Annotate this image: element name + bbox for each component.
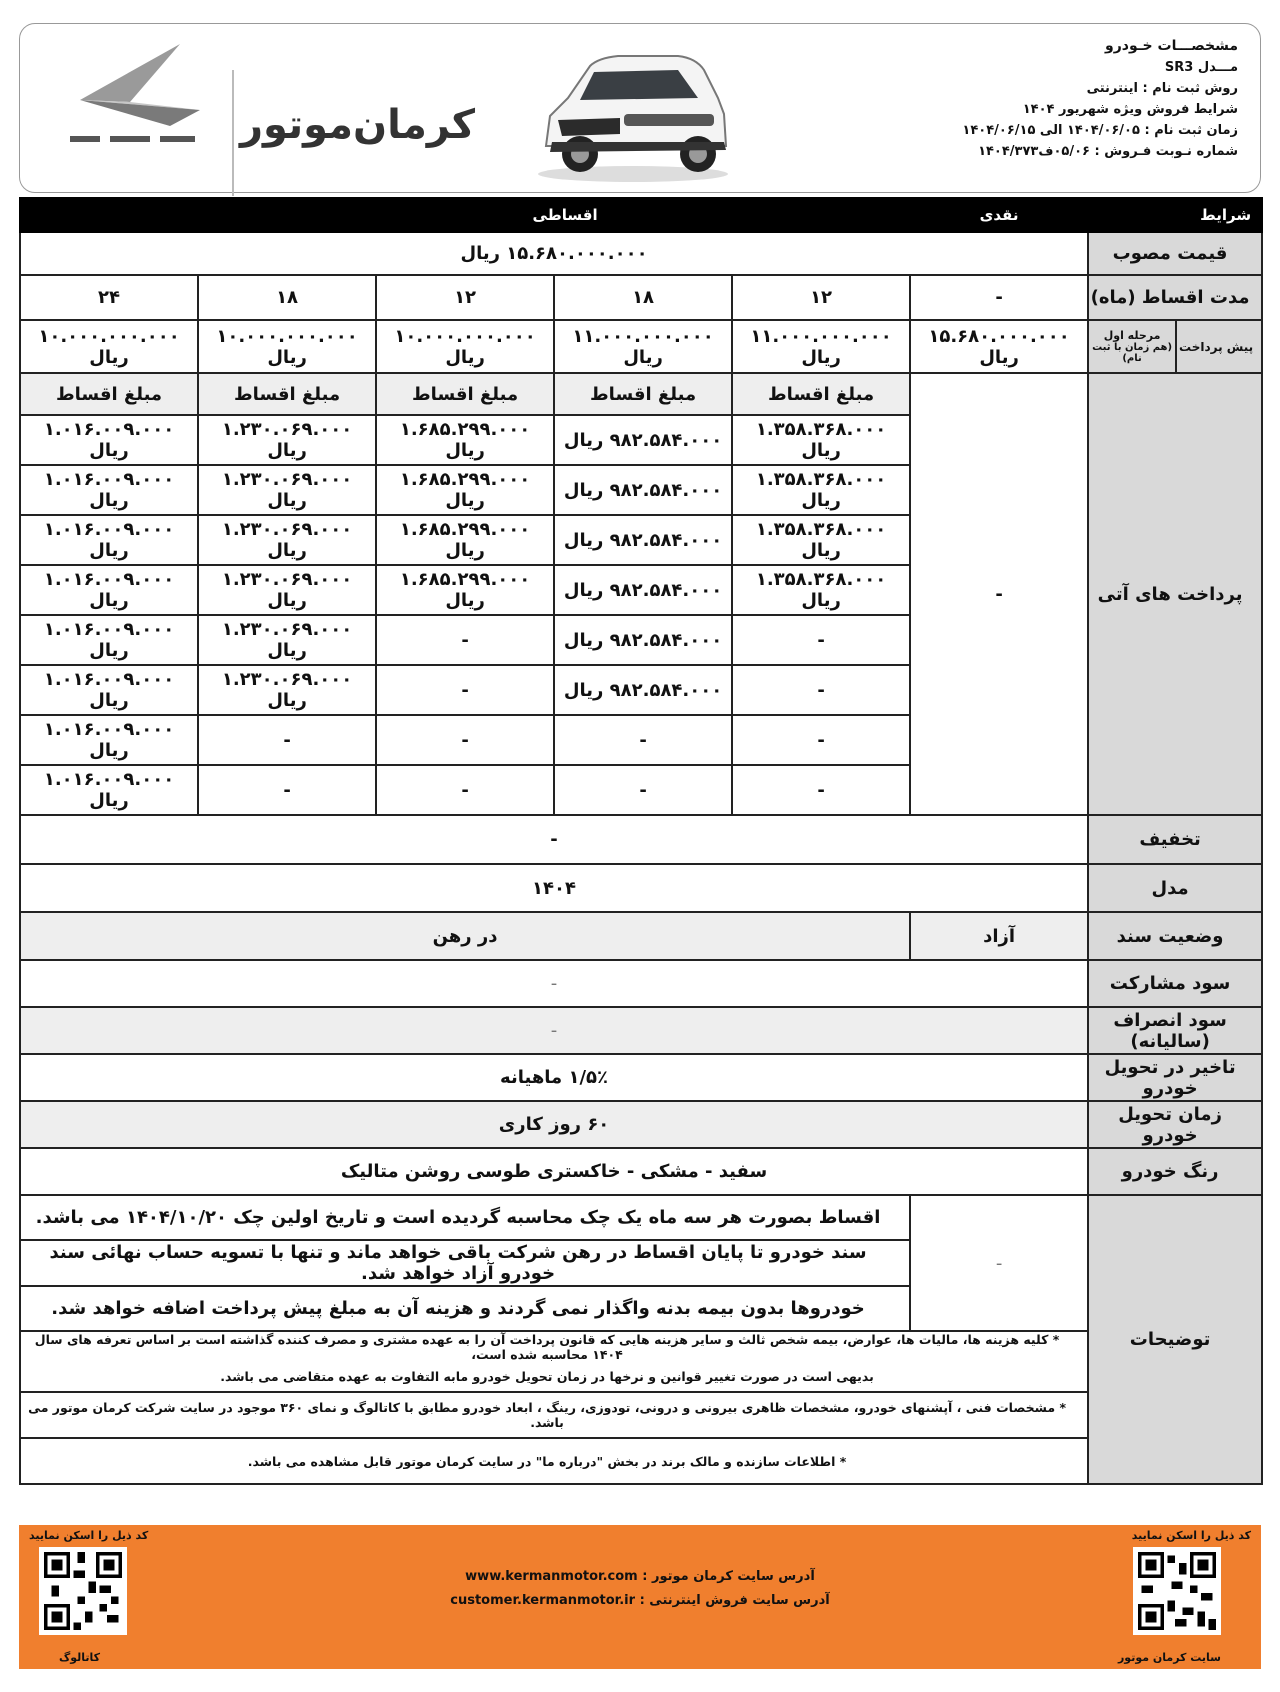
installment-cell: ۱.۰۱۶.۰۰۹.۰۰۰ ریال (20, 665, 198, 715)
color-row (20, 1148, 1262, 1195)
partnership-value: - (20, 960, 1088, 1007)
installment-cell: ۱.۳۵۸.۳۶۸.۰۰۰ ریال (732, 465, 910, 515)
prepayment-cell: ۱۰.۰۰۰.۰۰۰.۰۰۰ ریال (376, 320, 554, 373)
prepayment-cell: ۱۱.۰۰۰.۰۰۰.۰۰۰ ریال (554, 320, 732, 373)
installment-cell: - (554, 715, 732, 765)
cancellation-value: - (20, 1007, 1088, 1054)
notes-row (20, 1392, 1262, 1438)
installment-header-row (20, 373, 1262, 415)
note-item: اقساط بصورت هر سه ماه یک چک محاسبه گردیده است و تاریخ اولین چک ۱۴۰۴/۱۰/۲۰ می باشد. (20, 1195, 910, 1240)
installment-cell: ۹۸۲.۵۸۴.۰۰۰ ریال (554, 615, 732, 665)
partnership-label: سود مشارکت (1088, 960, 1262, 1007)
document-cash: آزاد (910, 912, 1088, 960)
installment-cell: ۱.۲۳۰.۰۶۹.۰۰۰ ریال (198, 665, 376, 715)
installment-cell: ۹۸۲.۵۸۴.۰۰۰ ریال (554, 415, 732, 465)
delay-label: تاخیر در تحویل خودرو (1088, 1054, 1262, 1101)
header-model: مـــدل SR3 (1164, 60, 1238, 75)
installment-cell: ۱.۰۱۶.۰۰۹.۰۰۰ ریال (20, 615, 198, 665)
installment-cell: - (376, 615, 554, 665)
installment-cell: - (198, 765, 376, 815)
installment-cell: - (376, 765, 554, 815)
prepayment-label: پیش پرداخت (1176, 320, 1262, 373)
prepayment-cell: ۱۵.۶۸۰.۰۰۰.۰۰۰ ریال (910, 320, 1088, 373)
general-note: * مشخصات فنی ، آپشنهای خودرو، مشخصات ظاهری بیرونی و درونی، تودوزی، رینگ ، ابعاد خودرو مطابق با کاتالوگ و نمای ۳۶۰ موجود در سایت شرکت کرمان موتور می باشد. (20, 1392, 1088, 1438)
note-item: سند خودرو تا پایان اقساط در رهن شرکت باقی خواهد ماند و تنها با تسویه حساب نهائی سند خودرو آزاد خواهد شد. (20, 1240, 910, 1286)
installment-cell: - (732, 615, 910, 665)
installment-header: مبلغ اقساط (732, 373, 910, 415)
duration-cell: ۲۴ (20, 275, 198, 320)
duration-cell: ۱۸ (554, 275, 732, 320)
table-head-row (20, 198, 1262, 232)
head-installment: اقساطی (20, 198, 910, 232)
header-info (962, 36, 1238, 162)
future-payments-label: پرداخت های آتی (1088, 373, 1262, 815)
color-label: رنگ خودرو (1088, 1148, 1262, 1195)
logo-text: کرمان‌موتور (240, 102, 476, 148)
duration-cell: ۱۸ (198, 275, 376, 320)
delivery-row (20, 1101, 1262, 1148)
scan-instruction-left: کد ذیل را اسکن نمایید (29, 1529, 149, 1542)
installment-header: مبلغ اقساط (198, 373, 376, 415)
site-label: آدرس سایت کرمان موتور : (642, 1569, 815, 1584)
cancellation-row (20, 1007, 1262, 1054)
header-conditions: شرایط فروش ویژه شهریور ۱۴۰۴ (1022, 102, 1238, 117)
model-value: ۱۴۰۴ (20, 864, 1088, 912)
notes-row (20, 1438, 1262, 1484)
installment-cell: - (554, 765, 732, 815)
installment-cell: ۹۸۲.۵۸۴.۰۰۰ ریال (554, 565, 732, 615)
installment-cell: ۹۸۲.۵۸۴.۰۰۰ ریال (554, 465, 732, 515)
model-row (20, 864, 1262, 912)
header-title: مشخصـــات خـودرو (1105, 38, 1238, 54)
installment-cell: ۹۸۲.۵۸۴.۰۰۰ ریال (554, 665, 732, 715)
prepayment-row (20, 320, 1262, 373)
qr-caption-right: سایت کرمان موتور (1117, 1651, 1221, 1664)
sales-label: آدرس سایت فروش اینترنتی : (639, 1593, 830, 1608)
prepayment-cell: ۱۰.۰۰۰.۰۰۰.۰۰۰ ریال (20, 320, 198, 373)
footer (19, 1525, 1261, 1669)
notes-cash-value: - (910, 1195, 1088, 1331)
installment-cell: ۱.۲۳۰.۰۶۹.۰۰۰ ریال (198, 565, 376, 615)
general-note: بدیهی است در صورت تغییر قوانین و نرخها در زمان تحویل خودرو مابه التفاوت به عهده متقاضی می باشد. (20, 1362, 1088, 1392)
prepayment-stage-sub: (هم زمان با ثبت نام) (1092, 342, 1173, 364)
installment-cell: ۱.۶۸۵.۲۹۹.۰۰۰ ریال (376, 515, 554, 565)
duration-row (20, 275, 1262, 320)
installment-cell: ۱.۲۳۰.۰۶۹.۰۰۰ ریال (198, 465, 376, 515)
installment-cell: ۱.۰۱۶.۰۰۹.۰۰۰ ریال (20, 515, 198, 565)
installment-cell: ۱.۶۸۵.۲۹۹.۰۰۰ ریال (376, 465, 554, 515)
car-image (528, 36, 738, 186)
color-value: سفید - مشکی - خاکستری طوسی روشن متالیک (20, 1148, 1088, 1195)
logo-separator (232, 70, 234, 196)
installment-cell: ۹۸۲.۵۸۴.۰۰۰ ریال (554, 515, 732, 565)
notes-row (20, 1331, 1262, 1362)
installment-cell: - (198, 715, 376, 765)
installment-cell: - (376, 715, 554, 765)
installment-cell: ۱.۶۸۵.۲۹۹.۰۰۰ ریال (376, 565, 554, 615)
notes-label: توضیحات (1088, 1195, 1262, 1484)
installment-cell: ۱.۲۳۰.۰۶۹.۰۰۰ ریال (198, 515, 376, 565)
installment-cell: ۱.۰۱۶.۰۰۹.۰۰۰ ریال (20, 465, 198, 515)
note-item: خودروها بدون بیمه بدنه واگذار نمی گردند و هزینه آن به مبلغ پیش پرداخت اضافه خواهد شد. (20, 1286, 910, 1331)
document-row (20, 912, 1262, 960)
installment-header: مبلغ اقساط (554, 373, 732, 415)
installment-cell: - (376, 665, 554, 715)
prepayment-stage (1088, 320, 1176, 373)
prepayment-stage-label: مرحله اول (1103, 329, 1161, 342)
installment-cell: ۱.۰۱۶.۰۰۹.۰۰۰ ریال (20, 715, 198, 765)
duration-cell: ۱۲ (376, 275, 554, 320)
installment-cell: ۱.۲۳۰.۰۶۹.۰۰۰ ریال (198, 415, 376, 465)
installment-header: مبلغ اقساط (376, 373, 554, 415)
discount-value: - (20, 815, 1088, 864)
brand-logo (60, 54, 476, 184)
delay-row (20, 1054, 1262, 1101)
installment-cell: ۱.۰۱۶.۰۰۹.۰۰۰ ریال (20, 415, 198, 465)
header-card (19, 23, 1261, 193)
document-installment: در رهن (20, 912, 910, 960)
kmc-logo-icon (60, 40, 210, 160)
head-cash: نقدی (910, 198, 1088, 232)
installment-cell: ۱.۰۱۶.۰۰۹.۰۰۰ ریال (20, 565, 198, 615)
prepayment-cell: ۱۰.۰۰۰.۰۰۰.۰۰۰ ریال (198, 320, 376, 373)
delay-value: ۱/۵٪ ماهیانه (20, 1054, 1088, 1101)
header-reg-method: روش ثبت نام : اینترنتی (1086, 81, 1238, 96)
sales-url-link[interactable]: customer.kermanmotor.ir (450, 1593, 636, 1608)
duration-cell: - (910, 275, 1088, 320)
price-sheet (9, 9, 1271, 1673)
header-reg-time: زمان ثبت نام : ۱۴۰۴/۰۶/۰۵ الی ۱۴۰۴/۰۶/۱۵ (962, 123, 1238, 138)
notes-row (20, 1195, 1262, 1240)
notes-row (20, 1362, 1262, 1392)
duration-label: مدت اقساط (ماه) (1088, 275, 1262, 320)
discount-label: تخفیف (1088, 815, 1262, 864)
general-note: * کلیه هزینه ها، مالیات ها، عوارض، بیمه شخص ثالث و سایر هزینه هایی که قانون پرداخت آن را به عهده مشتری و مصرف کننده گذاشته است بر اساس تعرفه های سال ۱۴۰۴ محاسبه شده است، (20, 1331, 1088, 1362)
model-label: مدل (1088, 864, 1262, 912)
site-url-link[interactable]: www.kermanmotor.com (465, 1569, 638, 1584)
delivery-label: زمان تحویل خودرو (1088, 1101, 1262, 1148)
approved-price-label: قیمت مصوب (1088, 232, 1262, 275)
footer-sites (19, 1565, 1261, 1613)
installment-cell: ۱.۳۵۸.۳۶۸.۰۰۰ ریال (732, 415, 910, 465)
qr-caption-left: کاتالوگ (59, 1651, 101, 1664)
installment-cell: ۱.۲۳۰.۰۶۹.۰۰۰ ریال (198, 615, 376, 665)
duration-cell: ۱۲ (732, 275, 910, 320)
sales-line (19, 1589, 1261, 1613)
installment-cell: ۱.۶۸۵.۲۹۹.۰۰۰ ریال (376, 415, 554, 465)
installment-cell: ۱.۳۵۸.۳۶۸.۰۰۰ ریال (732, 515, 910, 565)
head-conditions: شرایط (1088, 198, 1262, 232)
installment-cell: ۱.۰۱۶.۰۰۹.۰۰۰ ریال (20, 765, 198, 815)
cancellation-label: سود انصراف (سالیانه) (1088, 1007, 1262, 1054)
installment-cell: - (732, 765, 910, 815)
document-label: وضعیت سند (1088, 912, 1262, 960)
discount-row (20, 815, 1262, 864)
site-line (19, 1565, 1261, 1589)
approved-price-row (20, 232, 1262, 275)
header-turn-number: شماره نـوبت فـروش : ۰۵/۰۶ف۱۴۰۴/۳۷۳ (978, 144, 1238, 159)
installment-cell: - (732, 665, 910, 715)
installment-header: مبلغ اقساط (20, 373, 198, 415)
future-cash-value: - (910, 373, 1088, 815)
prepayment-cell: ۱۱.۰۰۰.۰۰۰.۰۰۰ ریال (732, 320, 910, 373)
price-table (19, 197, 1263, 1485)
scan-instruction-right: کد ذیل را اسکن نمایید (1131, 1529, 1251, 1542)
partnership-row (20, 960, 1262, 1007)
general-note: * اطلاعات سازنده و مالک برند در بخش "درباره ما" در سایت کرمان موتور قابل مشاهده می باشد. (20, 1438, 1088, 1484)
installment-cell: - (732, 715, 910, 765)
delivery-value: ۶۰ روز کاری (20, 1101, 1088, 1148)
approved-price-value: ۱۵.۶۸۰.۰۰۰.۰۰۰ ریال (20, 232, 1088, 275)
installment-cell: ۱.۳۵۸.۳۶۸.۰۰۰ ریال (732, 565, 910, 615)
